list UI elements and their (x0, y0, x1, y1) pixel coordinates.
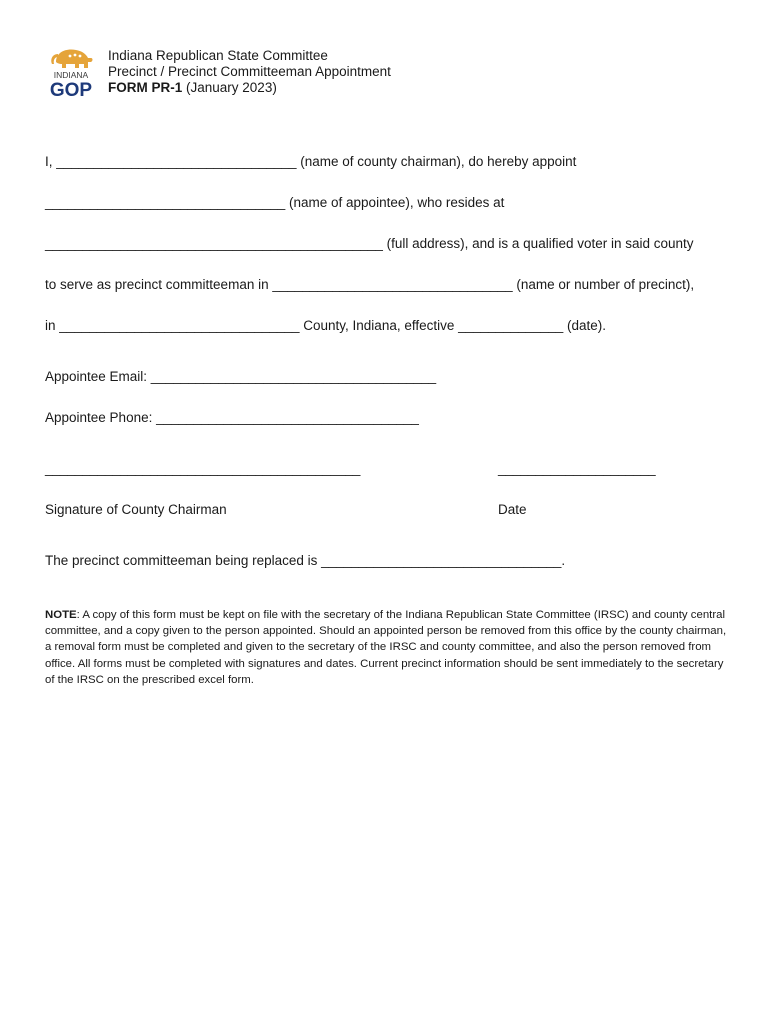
note-text: : A copy of this form must be kept on file with the secretary of the Indiana Republican State Committee (IRSC) and county central committee, and a copy given to the person appointed. Should an appointed person be removed from this office by the county chairman, a removal form must be completed and given to the secretary of the IRSC and county committee, and also the person removed from office. All forms must be completed with signatures and dates. Current precinct information should be sent immediately to the secretary of the IRSC on the prescribed excel form. (45, 609, 727, 686)
logo-party-text: GOP (49, 80, 93, 98)
appointee-email-field: Appointee Email: ______________________________________ (45, 369, 437, 384)
note-label: NOTE (45, 609, 77, 621)
logo-state-text: INDIANA (53, 70, 89, 80)
date-label: Date (498, 502, 527, 517)
appointee-line: ________________________________ (name of appointee), who resides at (45, 195, 505, 210)
signature-blank: __________________________________________ (45, 461, 361, 476)
form-header (108, 48, 391, 96)
header-committee-name: Indiana Republican State Committee (108, 48, 328, 63)
signature-label: Signature of County Chairman (45, 502, 227, 517)
indiana-gop-logo (46, 44, 96, 98)
date-blank: _____________________ (498, 461, 656, 476)
address-line: _____________________________________________ (full address), and is a qualified voter in said county (45, 236, 694, 251)
precinct-line: to serve as precinct committeeman in ________________________________ (name or number of precinct), (45, 277, 695, 292)
form-label: FORM PR-1 (108, 80, 183, 95)
appointee-phone-field: Appointee Phone: ___________________________________ (45, 410, 419, 425)
county-line: in ________________________________ County, Indiana, effective ______________ (date). (45, 318, 606, 333)
form-date: (January 2023) (186, 80, 277, 95)
elephant-icon (46, 44, 96, 98)
header-form-title: Precinct / Precinct Committeeman Appointment (108, 64, 391, 79)
note-paragraph (45, 607, 730, 688)
replaced-committeeman-line: The precinct committeeman being replaced is ________________________________. (45, 553, 566, 568)
chairman-line: I, ________________________________ (name of county chairman), do hereby appoint (45, 154, 577, 169)
header-form-id (108, 80, 391, 96)
